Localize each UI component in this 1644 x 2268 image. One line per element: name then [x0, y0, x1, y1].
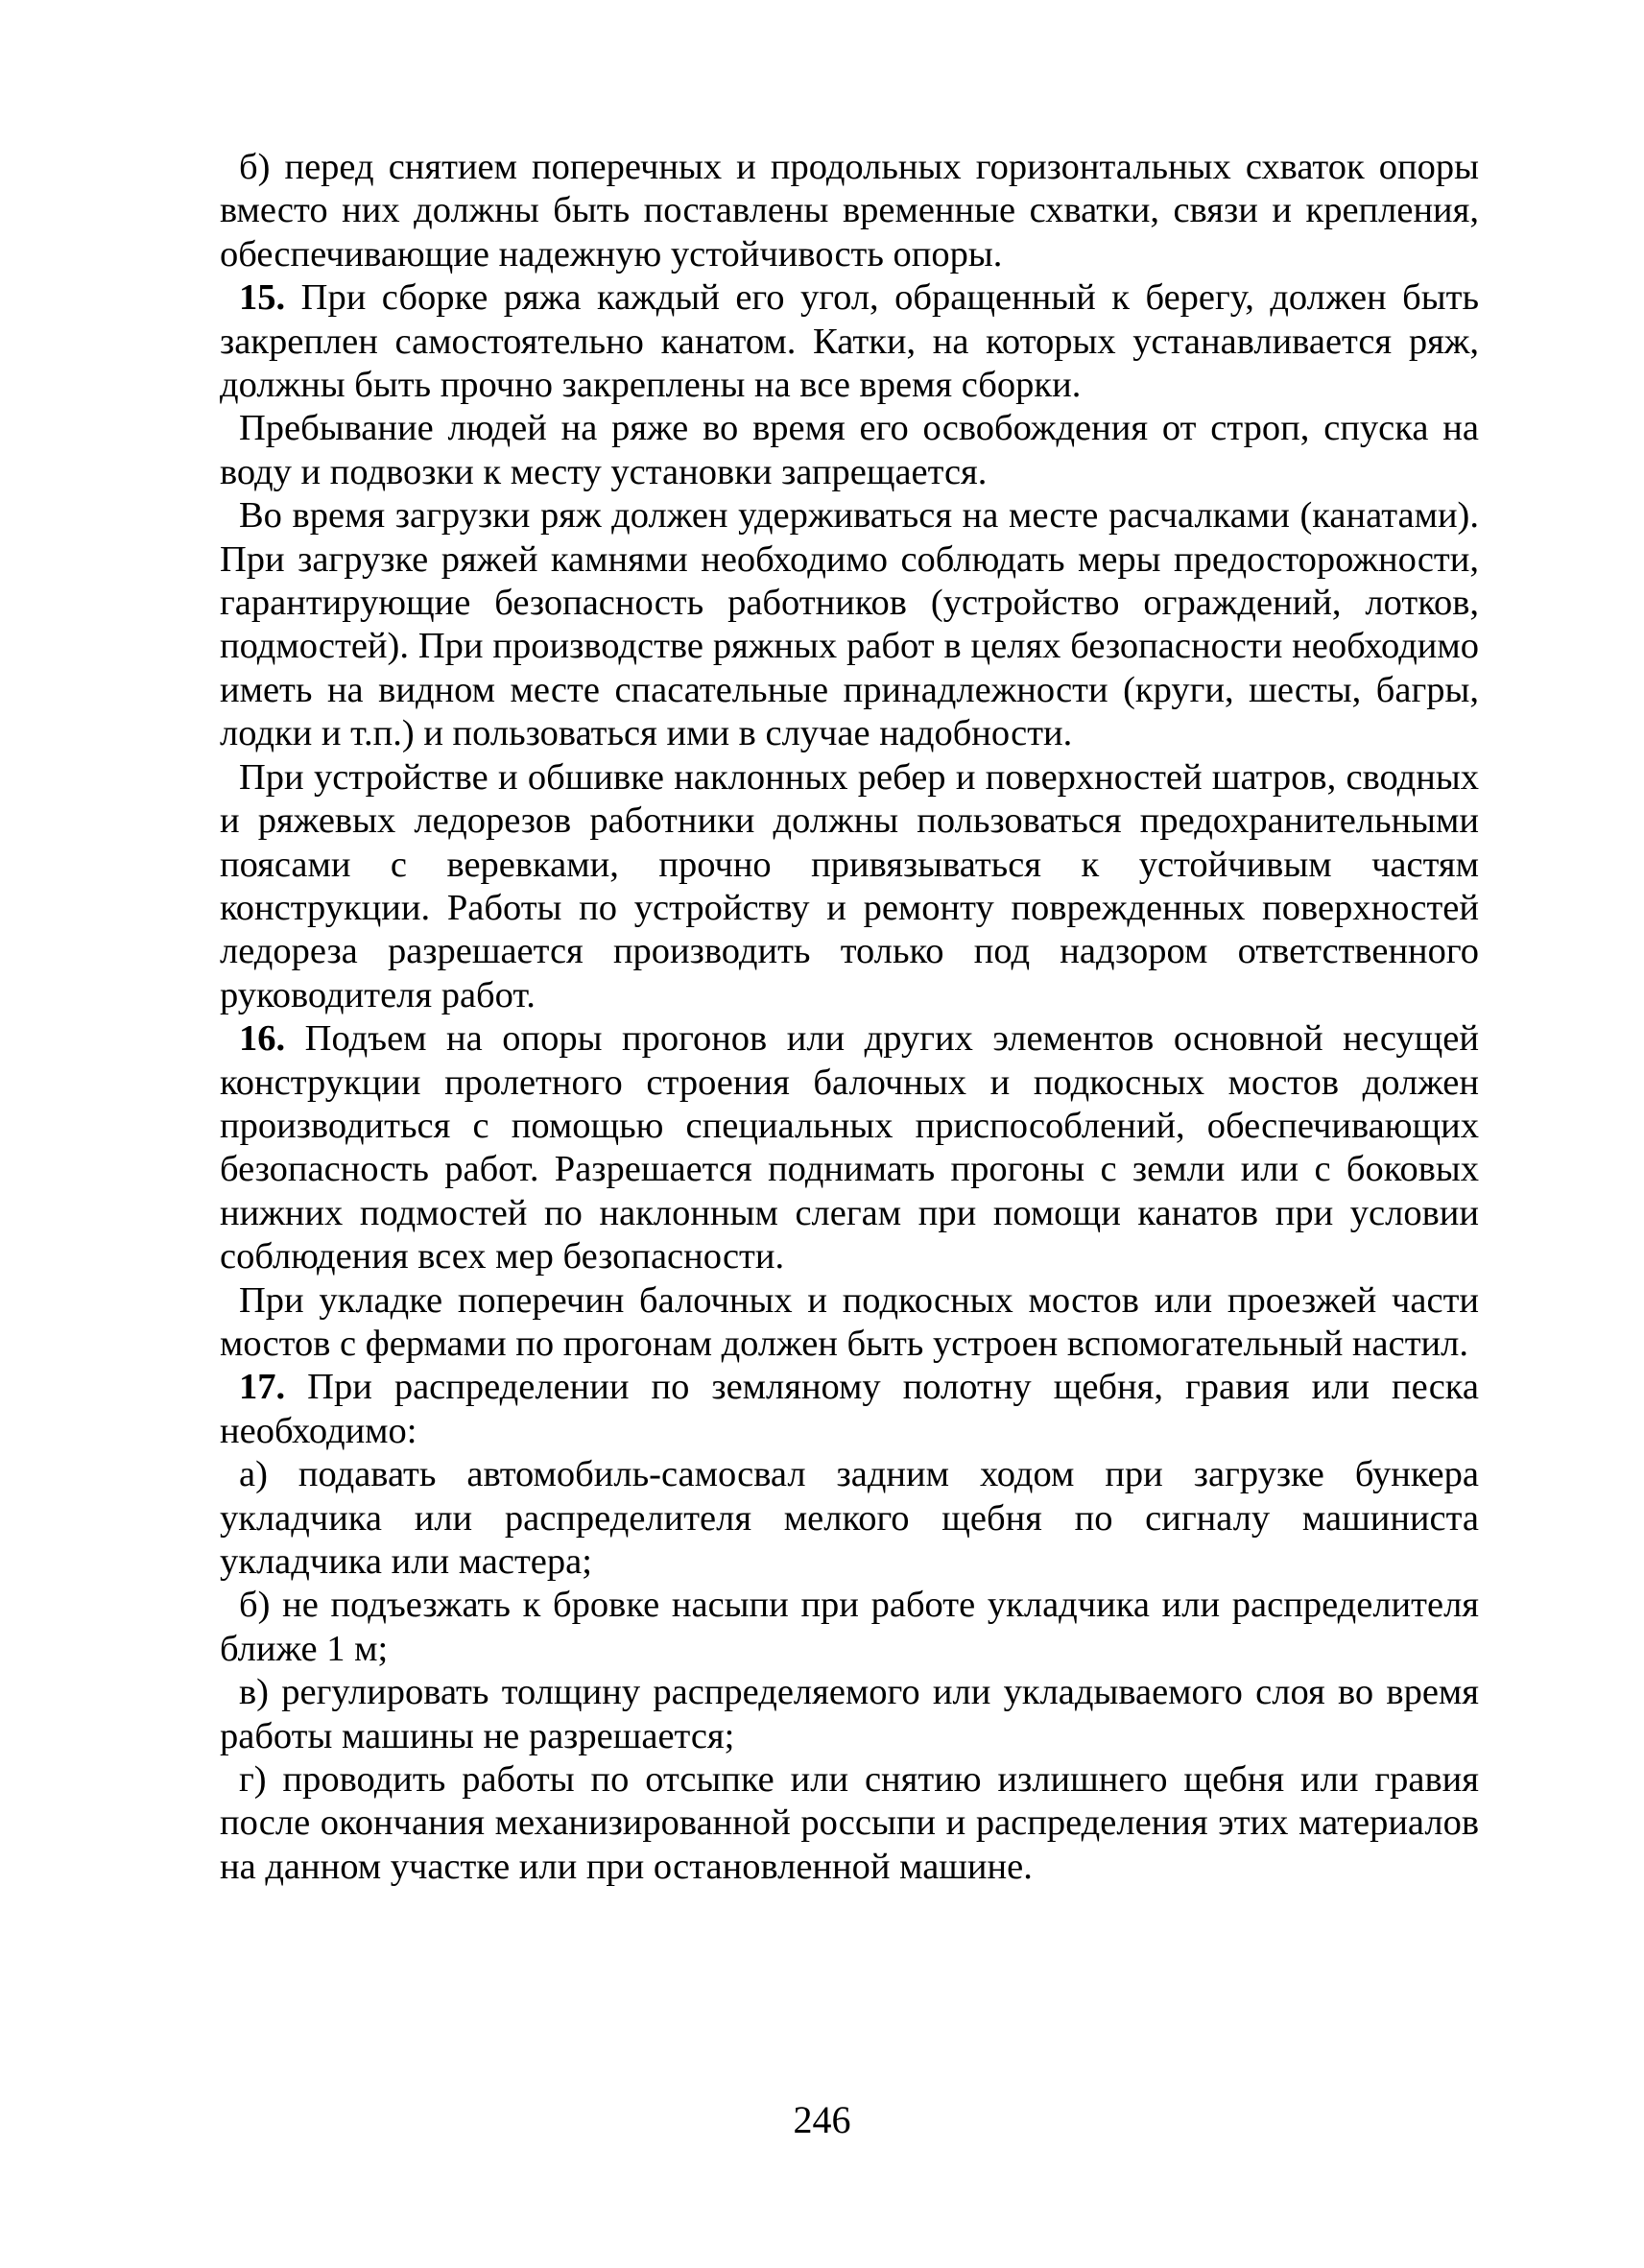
paragraph-text: При устройстве и обшивке наклонных ребер и поверхностей шатров, сводных и ряжевых ледорезов работники должны пользоваться предохранительными поясами с веревками, прочно привязываться к устойчивым частям конструкции. Работы по устройству и ремонту поврежденных поверхностей ледореза разрешается производить только под надзором ответственного руководителя работ.: [220, 756, 1479, 1015]
paragraph-crib-people: [220, 407, 1479, 494]
paragraph-17: [220, 1366, 1479, 1453]
paragraph-b-clamps: [220, 146, 1479, 276]
paragraph-text: г) проводить работы по отсыпке или снятию излишнего щебня или гравия после окончания механизированной россыпи и распределения этих материалов на данном участке или при остановленной машине.: [220, 1759, 1479, 1887]
page-body-text: [220, 146, 1479, 1889]
paragraph-icebreaker: [220, 756, 1479, 1017]
paragraph-text: При сборке ряжа каждый его угол, обращенный к берегу, должен быть закреплен самостоятельно канатом. Катки, на которых устанавливается ряж, должны быть прочно закреплены на все время сборки.: [220, 277, 1479, 406]
paragraph-text: При распределении по земляному полотну щебня, гравия или песка необходимо:: [220, 1367, 1479, 1451]
paragraph-text: Пребывание людей на ряже во время его освобождения от строп, спуска на воду и подвозки к месту установки запрещается.: [220, 408, 1479, 492]
paragraph-15: [220, 276, 1479, 407]
paragraph-17v: [220, 1671, 1479, 1758]
section-number: 17.: [239, 1367, 286, 1408]
paragraph-17a: [220, 1453, 1479, 1584]
paragraph-17g: [220, 1758, 1479, 1889]
paragraph-16: [220, 1017, 1479, 1278]
section-number: 15.: [239, 277, 286, 319]
paragraph-text: б) не подъезжать к бровке насыпи при работе укладчика или распределителя ближе 1 м;: [220, 1585, 1479, 1669]
paragraph-text: а) подавать автомобиль-самосвал задним ходом при загрузке бункера укладчика или распределителя мелкого щебня по сигналу машиниста укладчика или мастера;: [220, 1454, 1479, 1582]
paragraph-text: б) перед снятием поперечных и продольных горизонтальных схваток опоры вместо них должны быть поставлены временные схватки, связи и крепления, обеспечивающие надежную устойчивость опоры.: [220, 147, 1479, 275]
paragraph-text: Во время загрузки ряж должен удерживаться на месте расчалками (канатами). При загрузке ряжей камнями необходимо соблюдать меры предосторожности, гарантирующие безопасность работников (устройство ограждений, лотков, подмостей). При производстве ряжных работ в целях безопасности необходимо иметь на видном месте спасательные принадлежности (круги, шесты, багры, лодки и т.п.) и пользоваться ими в случае надобности.: [220, 495, 1479, 754]
paragraph-17b: [220, 1584, 1479, 1671]
paragraph-crib-loading: [220, 494, 1479, 755]
page-number: 246: [793, 2098, 851, 2141]
section-number: 16.: [239, 1018, 286, 1060]
paragraph-crossbeams: [220, 1279, 1479, 1367]
paragraph-text: в) регулировать толщину распределяемого или укладываемого слоя во время работы машины не разрешается;: [220, 1672, 1479, 1756]
paragraph-text: Подъем на опоры прогонов или других элементов основной несущей конструкции пролетного строения балочных и подкосных мостов должен производиться с помощью специальных приспособлений, обеспечивающих безопасность работ. Разрешается поднимать прогоны с земли или с боковых нижних подмостей по наклонным слегам при помощи канатов при условии соблюдения всех мер безопасности.: [220, 1018, 1479, 1277]
paragraph-text: При укладке поперечин балочных и подкосных мостов или проезжей части мостов с фермами по прогонам должен быть устроен вспомогательный настил.: [220, 1279, 1479, 1364]
